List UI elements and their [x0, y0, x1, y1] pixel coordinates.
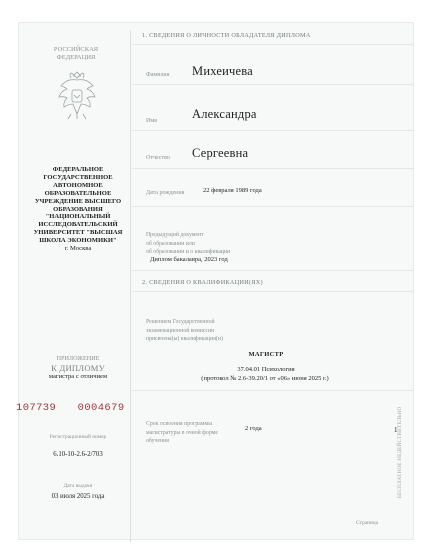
- registration-number: 6.10-10-2.6-2/703: [53, 451, 103, 458]
- birth-rule: [132, 206, 414, 207]
- previous-document-label-line-3: об образовании и о квалификации: [146, 249, 231, 256]
- coat-of-arms-emblem: [57, 68, 97, 123]
- section-1-rule: [132, 44, 414, 45]
- degree-honors: магистра с отличием: [48, 373, 108, 380]
- serial-number: [16, 402, 132, 414]
- decision-line-3: присвоена(ы) квалификация(и): [146, 336, 223, 343]
- patronymic-value: Сергеевна: [192, 146, 249, 160]
- surname-value: Михеичева: [192, 64, 253, 78]
- section-2-title: 2. СВЕДЕНИЯ О КВАЛИФИКАЦИИ(ЯХ): [142, 279, 263, 286]
- decision-line-2: экзаменационной комиссии: [146, 327, 215, 334]
- institution-city: г. Москва: [64, 245, 92, 253]
- study-term-line-1: Срок освоения программы: [146, 421, 213, 427]
- qualification-title: МАГИСТР: [248, 351, 284, 358]
- section-1-title: 1. СВЕДЕНИЯ О ЛИЧНОСТИ ОБЛАДАТЕЛЯ ДИПЛОМА: [142, 32, 311, 39]
- page-number: 1: [394, 426, 398, 434]
- vertical-watermark-text: БЕСПЛАТНОЕ НЕДЕЙСТВИТЕЛЬНО: [398, 406, 403, 498]
- name-label: Имя: [146, 118, 157, 124]
- previous-document-rule: [132, 270, 414, 271]
- registration-label: Регистрационный номер: [49, 434, 107, 440]
- country-name: РОССИЙСКАЯ ФЕДЕРАЦИЯ: [53, 46, 99, 61]
- section-2-rule: [132, 291, 414, 292]
- name-value: Александра: [192, 107, 257, 121]
- previous-document-value: Диплом бакалавра, 2023 год: [150, 256, 228, 263]
- issue-date-label: Дата выдачи: [63, 483, 93, 489]
- birth-date-label: Дата рождения: [146, 190, 185, 196]
- study-term-value: 2 года: [245, 425, 262, 432]
- protocol-reference: (протокол № 2.6-39.20/1 от «06» июня 2025 г.): [201, 375, 329, 382]
- issue-date: 03 июля 2025 года: [51, 493, 105, 500]
- institution-full-name: ФЕДЕРАЛЬНОЕ ГОСУДАРСТВЕННОЕ АВТОНОМНОЕ ОБРАЗОВАТЕЛЬНОЕ УЧРЕЖДЕНИЕ ВЫСШЕГО ОБРАЗОВАНИЯ "НАЦИОНАЛЬНЫЙ ИССЛЕДОВАТЕЛЬСКИЙ УНИВЕРСИТЕТ "ВЫСШАЯ ШКОЛА ЭКОНОМИКИ": [33, 166, 123, 245]
- qualification-rule: [132, 390, 414, 391]
- birth-date-value: 22 февраля 1989 года: [203, 187, 262, 194]
- study-term-line-2: магистратуры в очной форме: [146, 429, 218, 436]
- appendix-title: К ДИПЛОМУ: [51, 363, 105, 373]
- institution-name: [26, 166, 130, 253]
- name-rule: [132, 130, 414, 131]
- qualification-decision-label: [146, 318, 223, 344]
- study-term-line-3: обучения: [146, 438, 169, 445]
- serial-series: 107739: [16, 402, 57, 414]
- page-label: Страница: [356, 520, 379, 526]
- surname-rule: [132, 84, 414, 85]
- patronymic-label: Отчество: [146, 155, 170, 161]
- previous-document-label-line-1: Предыдущий документ: [146, 232, 204, 238]
- decision-line-1: Решением Государственной: [146, 319, 215, 325]
- program-code: 37.04.01 Психология: [237, 366, 295, 373]
- column-divider: [130, 30, 131, 542]
- previous-document-label-line-2: об образовании или: [146, 240, 195, 247]
- appendix-label: ПРИЛОЖЕНИЕ: [56, 355, 100, 362]
- serial-number-value: 0004679: [77, 402, 125, 414]
- previous-document-label: [146, 231, 230, 257]
- patronymic-rule: [132, 168, 414, 169]
- study-term-label: [146, 420, 218, 446]
- surname-label: Фамилия: [146, 72, 170, 78]
